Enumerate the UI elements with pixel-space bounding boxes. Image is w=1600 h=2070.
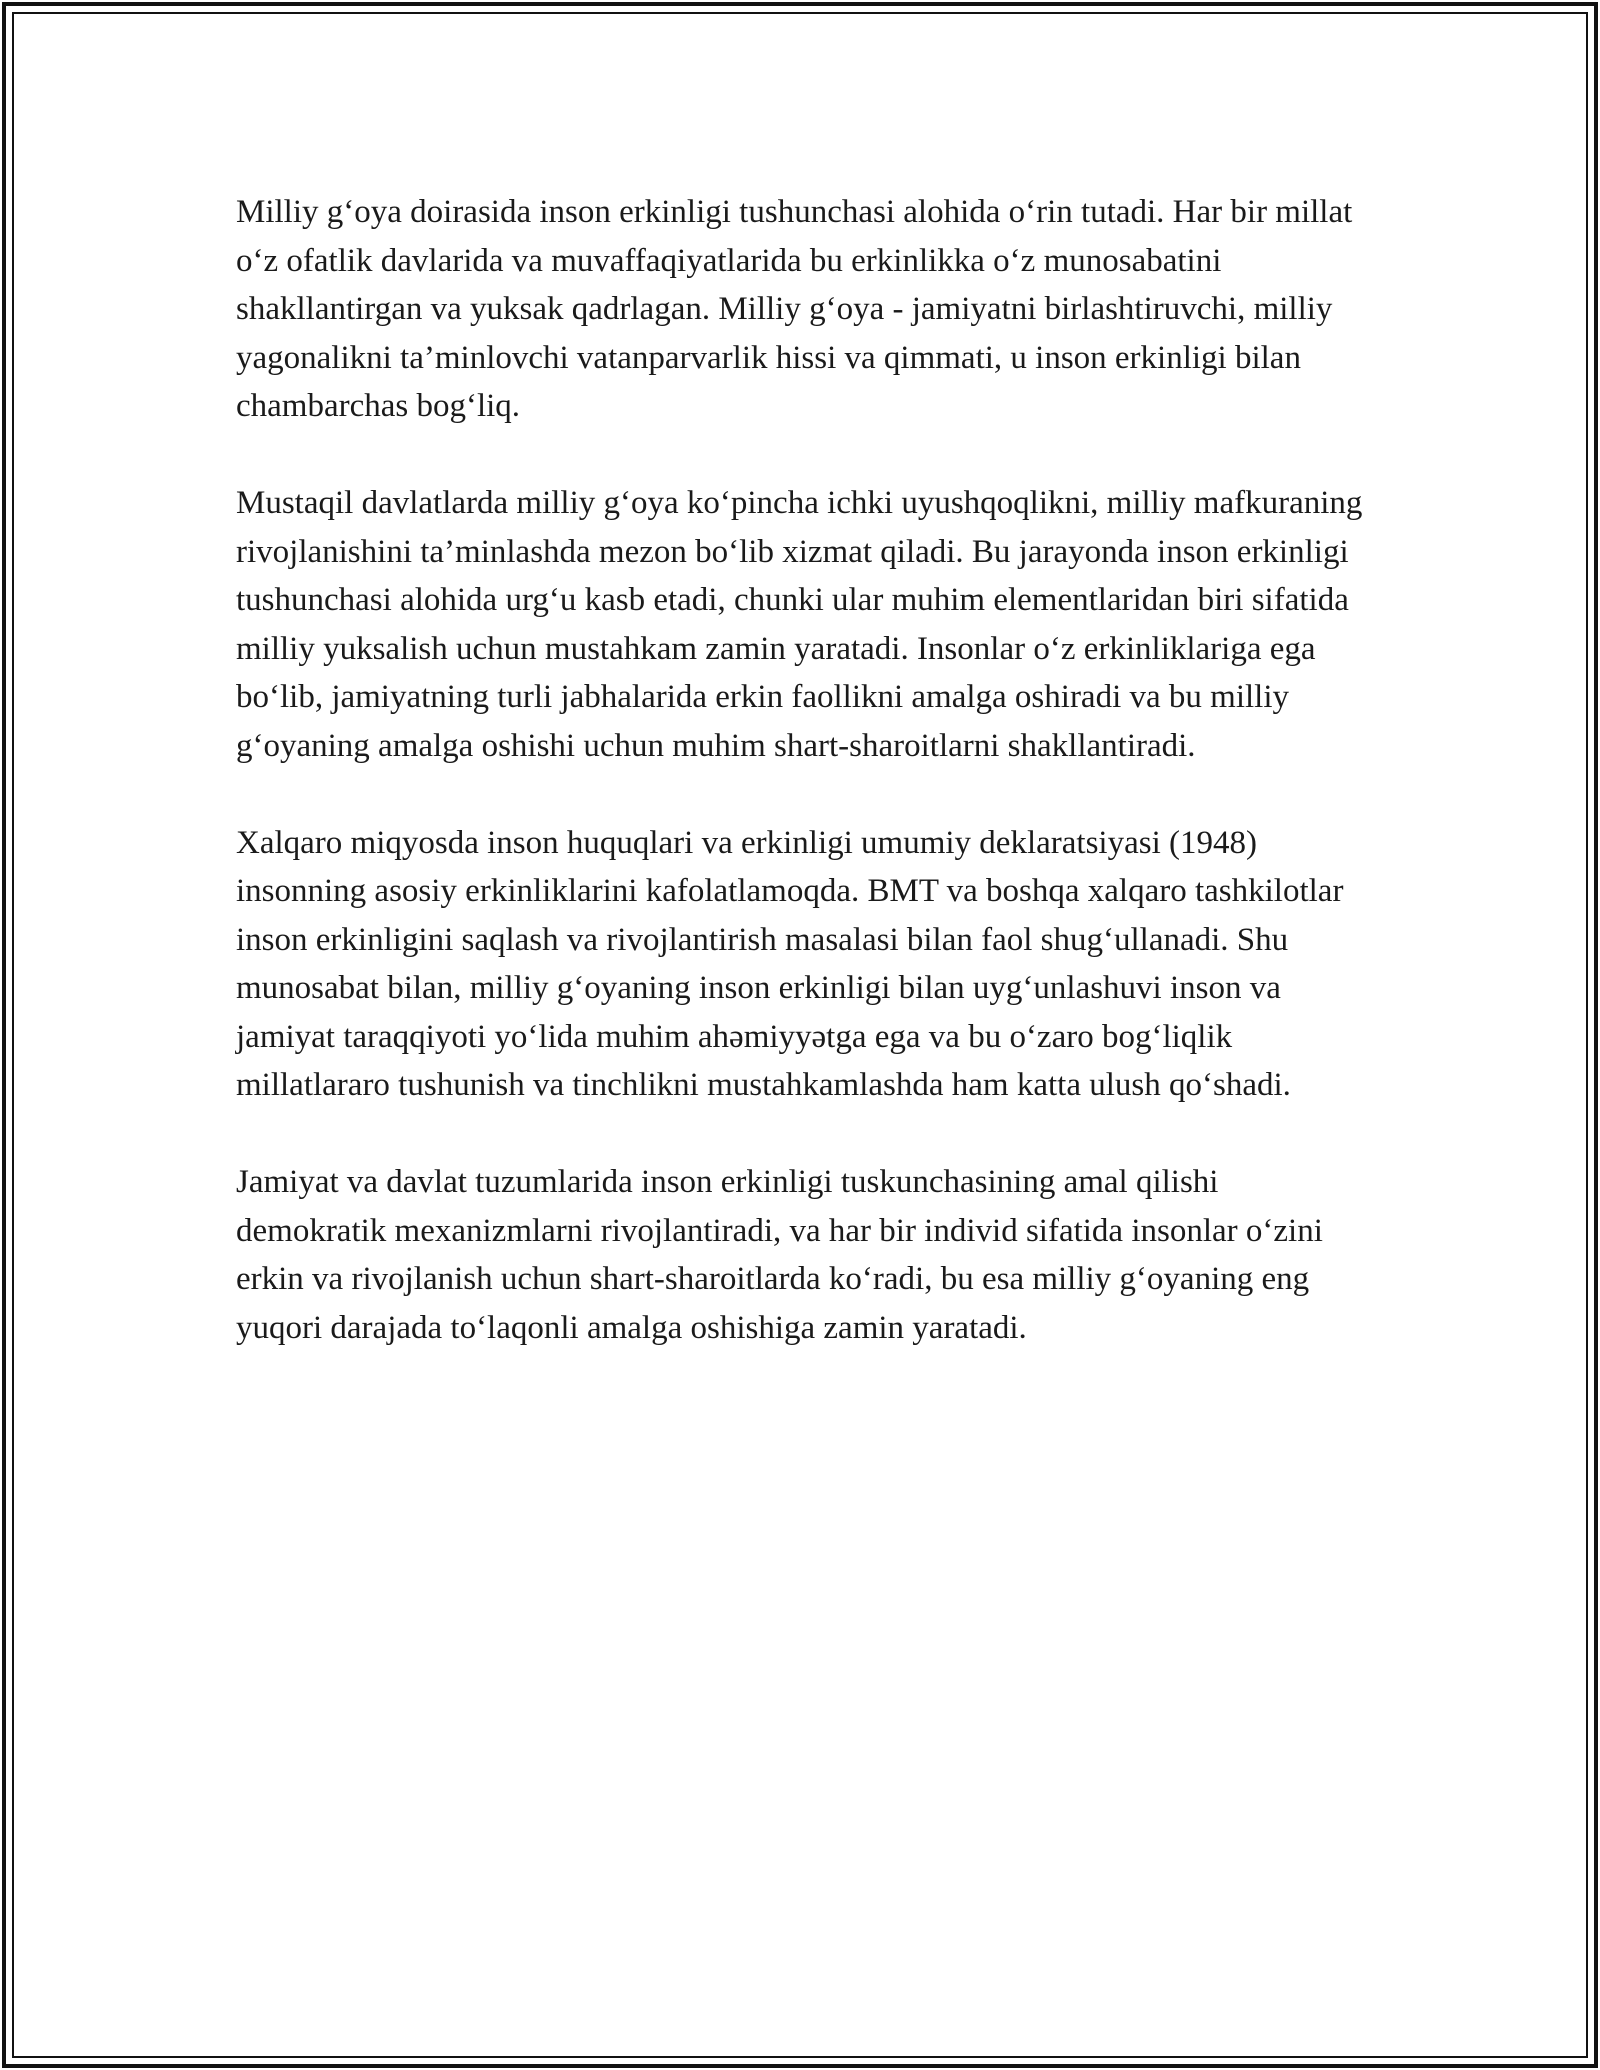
- paragraph-4: Jamiyat va davlat tuzumlarida inson erkinligi tuskunchasining amal qilishi demokratik mexanizmlarni rivojlantiradi, va har bir individ sifatida insonlar o‘zini erkin va rivojlanish uchun shart-sharoitlarda ko‘radi, bu esa milliy g‘oyaning eng yuqori darajada to‘laqonli amalga oshishiga zamin yaratadi.: [236, 1164, 1323, 1346]
- paragraph-2: Mustaqil davlatlarda milliy g‘oya ko‘pincha ichki uyushqoqlikni, milliy mafkuraning rivojlanishini ta’minlashda mezon bo‘lib xizmat qiladi. Bu jarayonda inson erkinligi tushunchasi alohida urg‘u kasb etadi, chunki ular muhim elementlaridan biri sifatida milliy yuksalish uchun mustahkam zamin yaratadi. Insonlar o‘z erkinliklariga ega bo‘lib, jamiyatning turli jabhalarida erkin faollikni amalga oshiradi va bu milliy g‘oyaning amalga oshishi uchun muhim shart-sharoitlarni shakllantiradi.: [236, 485, 1363, 764]
- paragraph-1: Milliy g‘oya doirasida inson erkinligi tushunchasi alohida o‘rin tutadi. Har bir millat o‘z ofatlik davlarida va muvaffaqiyatlarida bu erkinlikka o‘z munosabatini shakllantirgan va yuksak qadrlagan. Milliy g‘oya - jamiyatni birlashtiruvchi, milliy yagonalikni ta’minlovchi vatanparvarlik hissi va qimmati, u inson erkinligi bilan chambarchas bog‘liq.: [236, 194, 1353, 424]
- document-body: [236, 188, 1376, 1401]
- paragraph-3: Xalqaro miqyosda inson huquqlari va erkinligi umumiy deklaratsiyasi (1948) insonning asosiy erkinliklarini kafolatlamoqda. BMT va boshqa xalqaro tashkilotlar inson erkinligini saqlash va rivojlantirish masalasi bilan faol shug‘ullanadi. Shu munosabat bilan, milliy g‘oyaning inson erkinligi bilan uyg‘unlashuvi inson va jamiyat taraqqiyoti yo‘lida muhim ahəmiyyətga ega va bu o‘zaro bog‘liqlik millatlararo tushunish va tinchlikni mustahkamlashda ham katta ulush qo‘shadi.: [236, 824, 1344, 1103]
